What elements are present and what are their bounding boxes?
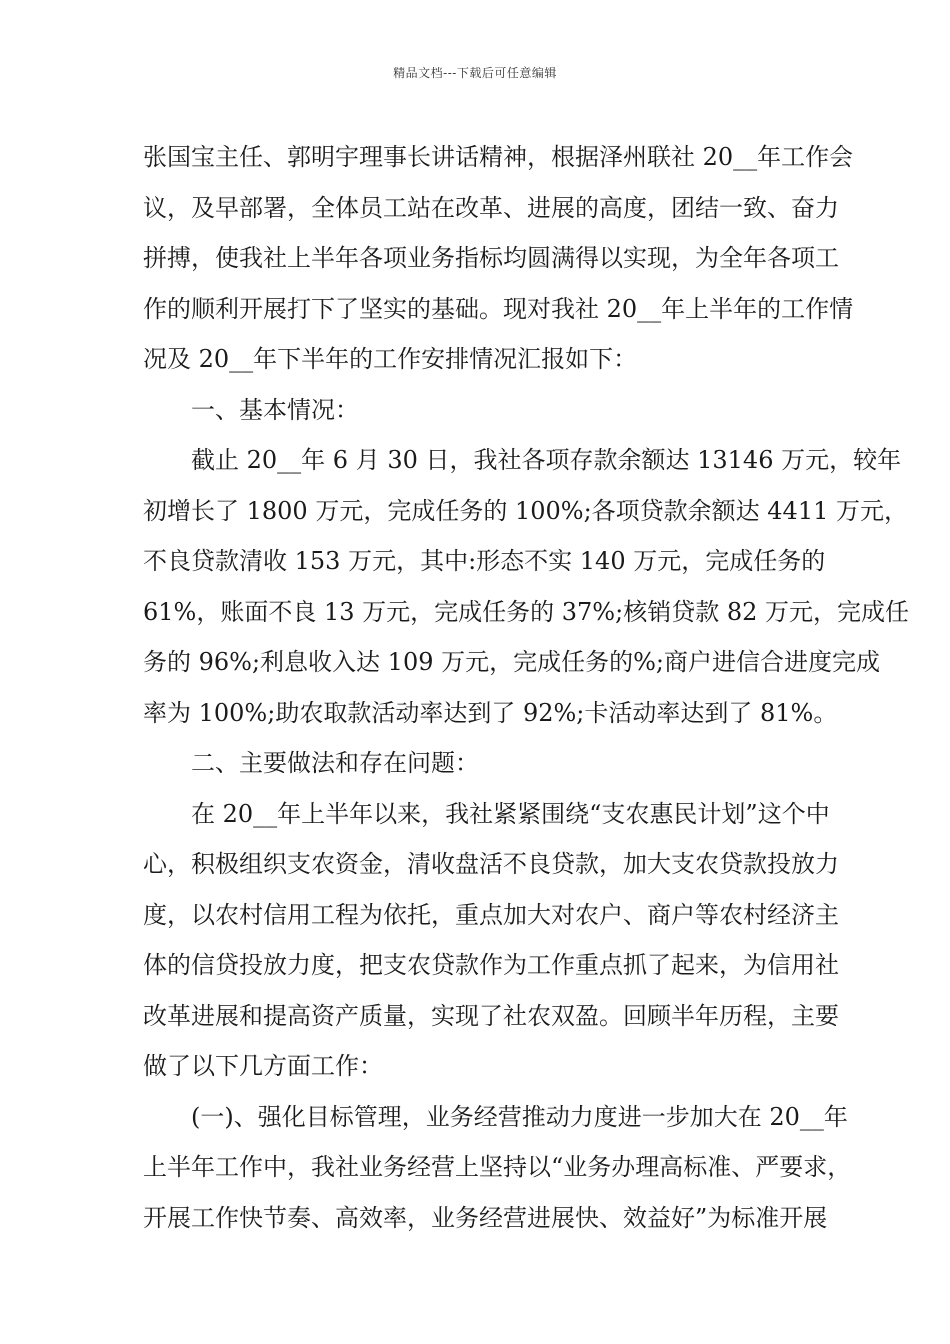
- text-line: 务的 96%;利息收入达 109 万元，完成任务的%;商户进信合进度完成: [143, 648, 881, 676]
- text-line: 开展工作快节奏、高效率，业务经营进展快、效益好”为标准开展: [143, 1203, 828, 1232]
- section-heading: 一、基本情况：: [191, 395, 359, 424]
- text-line: 张国宝主任、郭明宇理事长讲话精神，根据泽州联社 20__年工作会: [143, 143, 854, 171]
- text-line: 在 20__年上半年以来，我社紧紧围绕“支农惠民计划”这个中: [191, 799, 830, 828]
- document-body: [143, 132, 909, 1243]
- text-line: 作的顺利开展打下了坚实的基础。现对我社 20__年上半年的工作情: [143, 294, 854, 323]
- text-line: 做了以下几方面工作：: [143, 1052, 383, 1080]
- text-line: 61%，账面不良 13 万元，完成任务的 37%;核销贷款 82 万元，完成任: [143, 597, 909, 626]
- text-line: 议，及早部署，全体员工站在改革、进展的高度，团结一致、奋力: [143, 193, 839, 222]
- text-line: 率为 100%;助农取款活动率达到了 92%;卡活动率达到了 81%。: [143, 698, 838, 727]
- text-line: 上半年工作中，我社业务经营上坚持以“业务办理高标准、严要求，: [143, 1153, 852, 1181]
- section-heading: 二、主要做法和存在问题：: [191, 749, 479, 777]
- page-header: 精品文档---下载后可任意编辑: [393, 66, 557, 80]
- text-line: 不良贷款清收 153 万元，其中:形态不实 140 万元，完成任务的: [143, 547, 826, 575]
- text-line: 截止 20__年 6 月 30 日，我社各项存款余额达 13146 万元，较年: [191, 446, 902, 474]
- text-line: 心，积极组织支农资金，清收盘活不良贷款，加大支农贷款投放力: [143, 850, 839, 878]
- text-line: 体的信贷投放力度，把支农贷款作为工作重点抓了起来，为信用社: [143, 951, 839, 979]
- text-line: 初增长了 1800 万元，完成任务的 100%;各项贷款余额达 4411 万元，: [143, 496, 908, 525]
- text-line: 度，以农村信用工程为依托，重点加大对农户、商户等农村经济主: [143, 900, 839, 929]
- text-line: 况及 20__年下半年的工作安排情况汇报如下：: [143, 345, 638, 373]
- text-line: 拼搏，使我社上半年各项业务指标均圆满得以实现，为全年各项工: [143, 244, 839, 272]
- text-line: (一)、强化目标管理，业务经营推动力度进一步加大在 20__年: [191, 1102, 848, 1131]
- text-line: 改革进展和提高资产质量，实现了社农双盈。回顾半年历程，主要: [143, 1001, 839, 1030]
